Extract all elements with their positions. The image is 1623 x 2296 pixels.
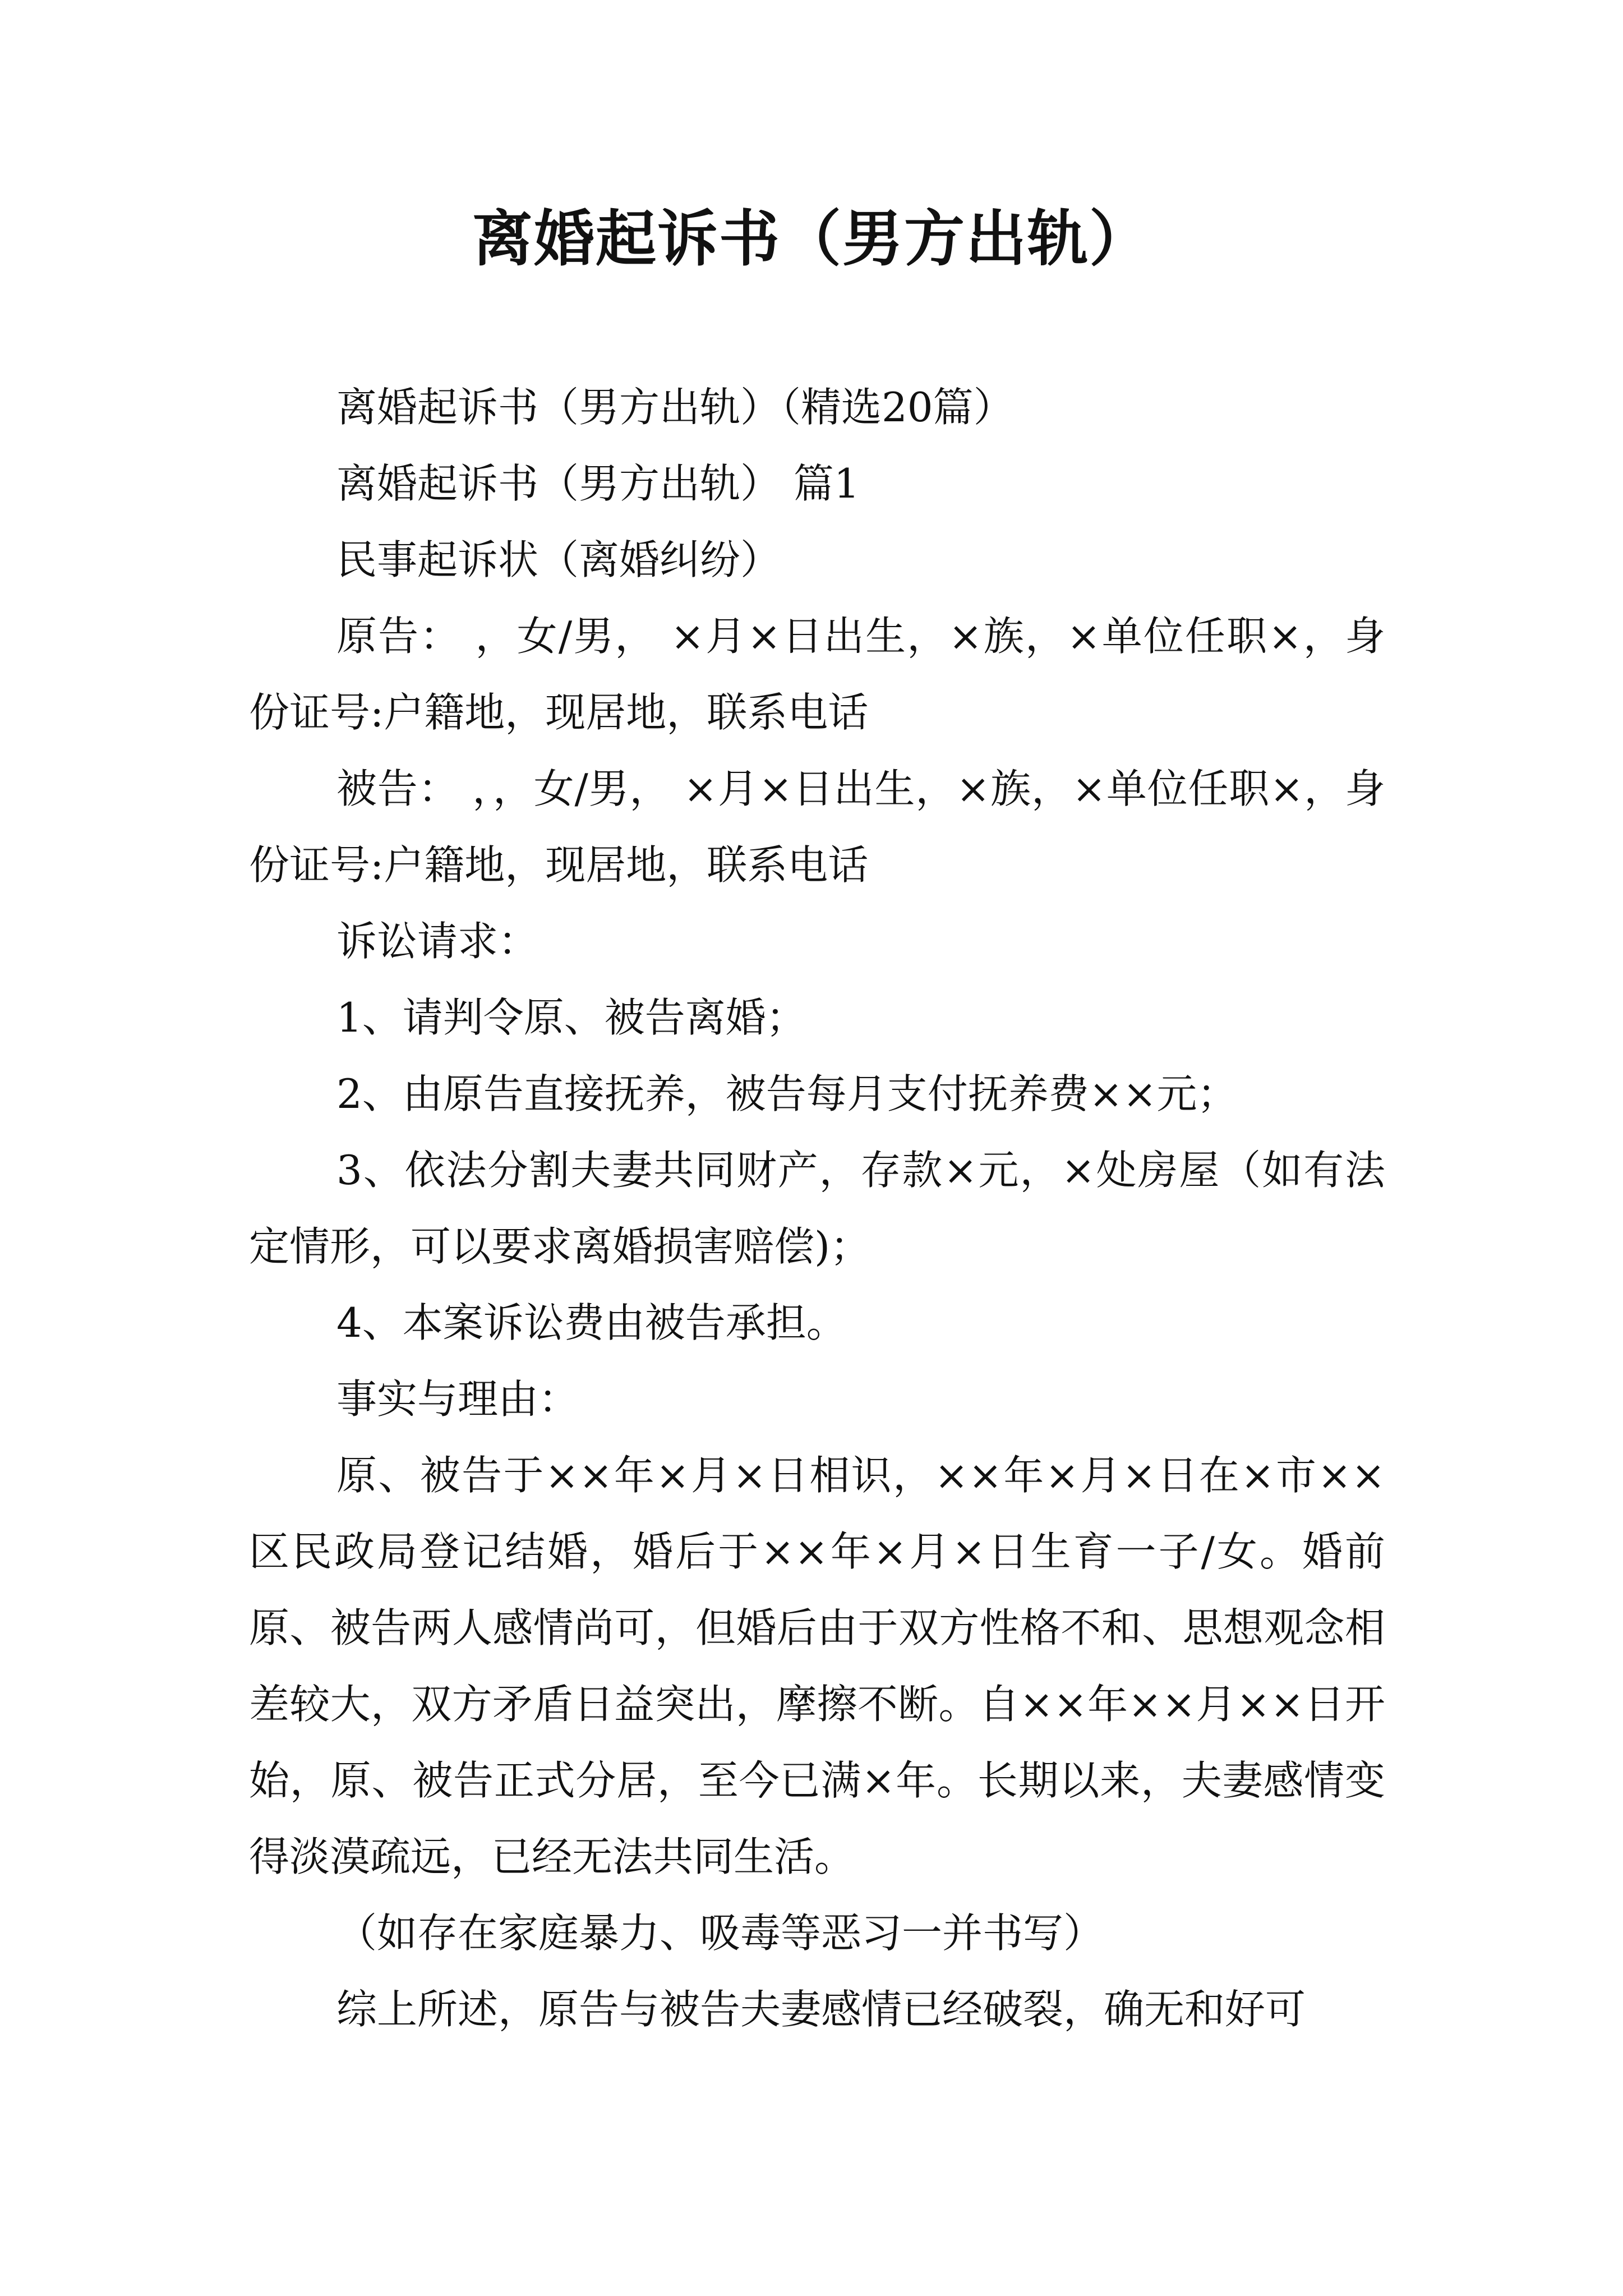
- paragraph-plaintiff-info: 原告： ，女/男， ×月×日出生，×族，×单位任职×，身份证号:户籍地，现居地，联系电话: [249, 613, 1385, 736]
- paragraph-claim-3: 3、依法分割夫妻共同财产，存款×元，×处房屋（如有法定情形，可以要求离婚损害赔偿)；: [249, 1147, 1385, 1270]
- paragraph-defendant-info: 被告： ，，女/男， ×月×日出生，×族，×单位任职×，身份证号:户籍地，现居地，联系电话: [249, 765, 1385, 889]
- paragraph-complaint-type: 民事起诉状（离婚纠纷）: [336, 536, 781, 583]
- document-body: [249, 369, 1385, 2047]
- paragraph-facts-body: 原、被告于××年×月×日相识，××年×月×日在×市××区民政局登记结婚，婚后于××年×月×日生育一子/女。婚前原、被告两人感情尚可，但婚后由于双方性格不和、思想观念相差较大，双方矛盾日益突出，摩擦不断。自××年××月××日开始，原、被告正式分居，至今已满×年。长期以来，夫妻感情变得淡漠疏远，已经无法共同生活。: [249, 1452, 1385, 1880]
- paragraph-collection-title: 离婚起诉书（男方出轨）（精选20篇）: [336, 384, 1014, 431]
- paragraph-facts-heading: 事实与理由：: [336, 1375, 579, 1423]
- paragraph-claims-heading: 诉讼请求：: [336, 918, 539, 965]
- paragraph-conclusion: 综上所述，原告与被告夫妻感情已经破裂，确无和好可: [336, 1986, 1306, 2033]
- paragraph-claim-1: 1、请判令原、被告离婚；: [336, 994, 806, 1041]
- paragraph-article-heading: 离婚起诉书（男方出轨） 篇1: [336, 460, 860, 507]
- document-title: 离婚起诉书（男方出轨）: [472, 204, 1151, 274]
- paragraph-note: （如存在家庭暴力、吸毒等恶习一并书写）: [336, 1910, 1104, 1957]
- paragraph-claim-4: 4、本案诉讼费由被告承担。: [336, 1299, 847, 1346]
- paragraph-claim-2: 2、由原告直接抚养，被告每月支付抚养费××元；: [336, 1070, 1238, 1117]
